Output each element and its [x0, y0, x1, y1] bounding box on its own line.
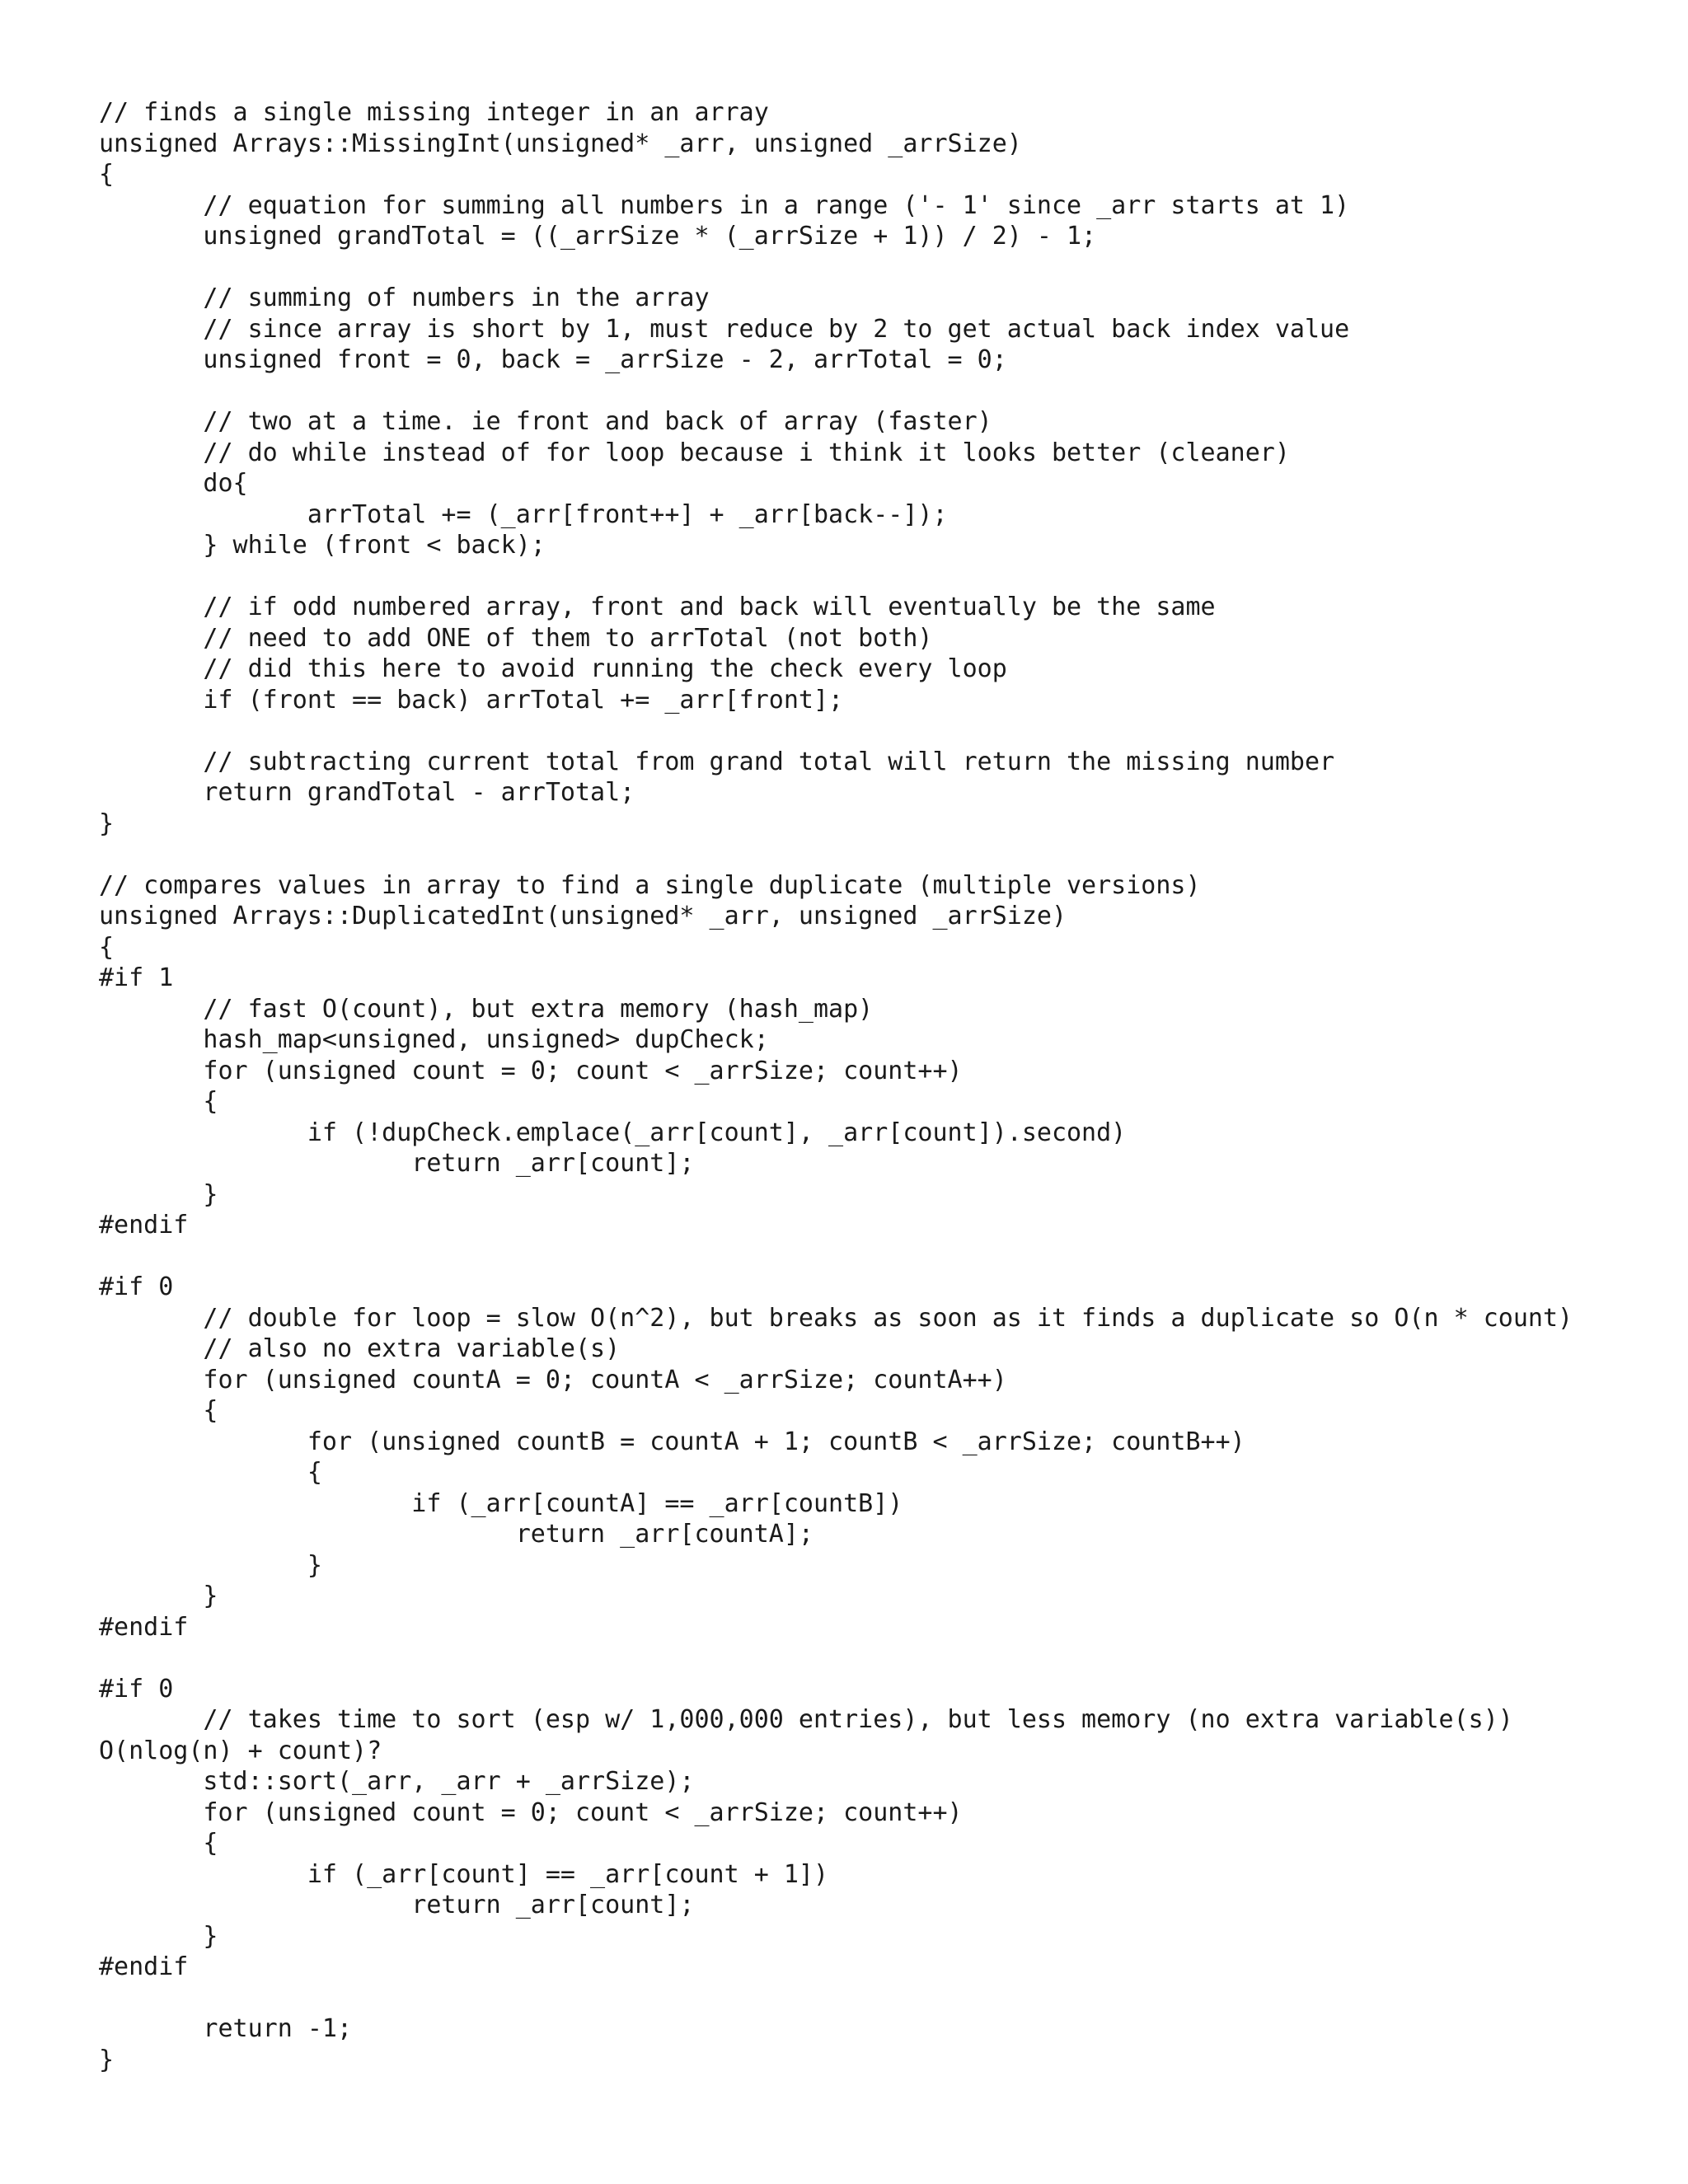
code-line [99, 1983, 1665, 2014]
code-line: return grandTotal - arrTotal; [99, 778, 635, 807]
code-line: for (unsigned count = 0; count < _arrSize; count++) [99, 1797, 963, 1827]
code-line: std::sort(_arr, _arr + _arrSize); [99, 1767, 695, 1796]
code-line: arrTotal += (_arr[front++] + _arr[back--]); [99, 499, 948, 529]
code-line: // equation for summing all numbers in a range ('- 1' since _arr starts at 1) [99, 190, 1350, 220]
code-line: #if 0 [99, 1674, 174, 1704]
code-line [99, 376, 1665, 407]
code-line: // finds a single missing integer in an array [99, 98, 769, 127]
code-line [99, 252, 1665, 284]
code-line: // subtracting current total from grand total will return the missing number [99, 747, 1335, 776]
code-line: unsigned front = 0, back = _arrSize - 2, arrTotal = 0; [99, 345, 1007, 374]
code-listing [99, 97, 1665, 2075]
code-line: { [99, 160, 115, 189]
code-line [99, 715, 1665, 747]
code-line: return -1; [99, 2014, 353, 2043]
code-line: #if 0 [99, 1272, 174, 1301]
code-line: unsigned Arrays::MissingInt(unsigned* _arr, unsigned _arrSize) [99, 129, 1022, 158]
code-line: if (!dupCheck.emplace(_arr[count], _arr[count]).second) [99, 1118, 1127, 1147]
code-line: // double for loop = slow O(n^2), but breaks as soon as it finds a duplicate so O(n * count) [99, 1303, 1573, 1333]
code-line: // do while instead of for loop because i think it looks better (cleaner) [99, 438, 1290, 467]
code-line [99, 839, 1665, 870]
code-line [99, 561, 1665, 593]
code-line: } [99, 1921, 218, 1951]
code-line: { [99, 1458, 322, 1487]
code-line: if (front == back) arrTotal += _arr[front]; [99, 685, 844, 715]
code-line: #endif [99, 1952, 189, 1981]
code-line: // compares values in array to find a single duplicate (multiple versions) [99, 870, 1201, 900]
code-line [99, 1643, 1665, 1674]
code-line: } [99, 808, 115, 838]
code-line: { [99, 1829, 218, 1858]
code-line: unsigned Arrays::DuplicatedInt(unsigned* _arr, unsigned _arrSize) [99, 902, 1067, 930]
code-line: hash_map<unsigned, unsigned> dupCheck; [99, 1025, 769, 1054]
code-line: return _arr[countA]; [99, 1520, 814, 1549]
code-line: for (unsigned count = 0; count < _arrSize; count++) [99, 1056, 963, 1085]
code-line: { [99, 1396, 218, 1425]
code-line: } while (front < back); [99, 531, 546, 560]
code-line: unsigned grandTotal = ((_arrSize * (_arrSize + 1)) / 2) - 1; [99, 222, 1097, 251]
code-line: { [99, 1087, 218, 1116]
code-line: #if 1 [99, 963, 174, 992]
code-line: return _arr[count]; [99, 1891, 695, 1919]
code-line: // fast O(count), but extra memory (hash_map) [99, 994, 874, 1024]
code-line: // also no extra variable(s) [99, 1334, 621, 1363]
code-line: { [99, 932, 115, 962]
code-line: #endif [99, 1612, 189, 1642]
code-line: // since array is short by 1, must reduce by 2 to get actual back index value [99, 314, 1350, 344]
code-line: #endif [99, 1211, 189, 1240]
code-line: // takes time to sort (esp w/ 1,000,000 entries), but less memory (no extra variable(s)) [99, 1705, 1513, 1734]
code-line: // if odd numbered array, front and back will eventually be the same [99, 593, 1216, 621]
code-line: // did this here to avoid running the check every loop [99, 654, 1007, 683]
code-line: for (unsigned countB = countA + 1; countB < _arrSize; countB++) [99, 1427, 1245, 1456]
code-line: } [99, 1582, 218, 1610]
code-line: } [99, 1550, 322, 1580]
code-line: return _arr[count]; [99, 1149, 695, 1178]
code-line: if (_arr[countA] == _arr[countB]) [99, 1488, 903, 1518]
code-line [99, 1241, 1665, 1272]
code-line: do{ [99, 469, 248, 498]
code-line: O(nlog(n) + count)? [99, 1736, 382, 1765]
code-line: if (_arr[count] == _arr[count + 1]) [99, 1859, 829, 1889]
code-line: // two at a time. ie front and back of array (faster) [99, 407, 992, 436]
code-line: // need to add ONE of them to arrTotal (not both) [99, 623, 933, 653]
code-line: } [99, 1179, 218, 1209]
code-line: for (unsigned countA = 0; countA < _arrSize; countA++) [99, 1365, 1007, 1394]
code-line: // summing of numbers in the array [99, 284, 710, 312]
code-line: } [99, 2045, 115, 2074]
